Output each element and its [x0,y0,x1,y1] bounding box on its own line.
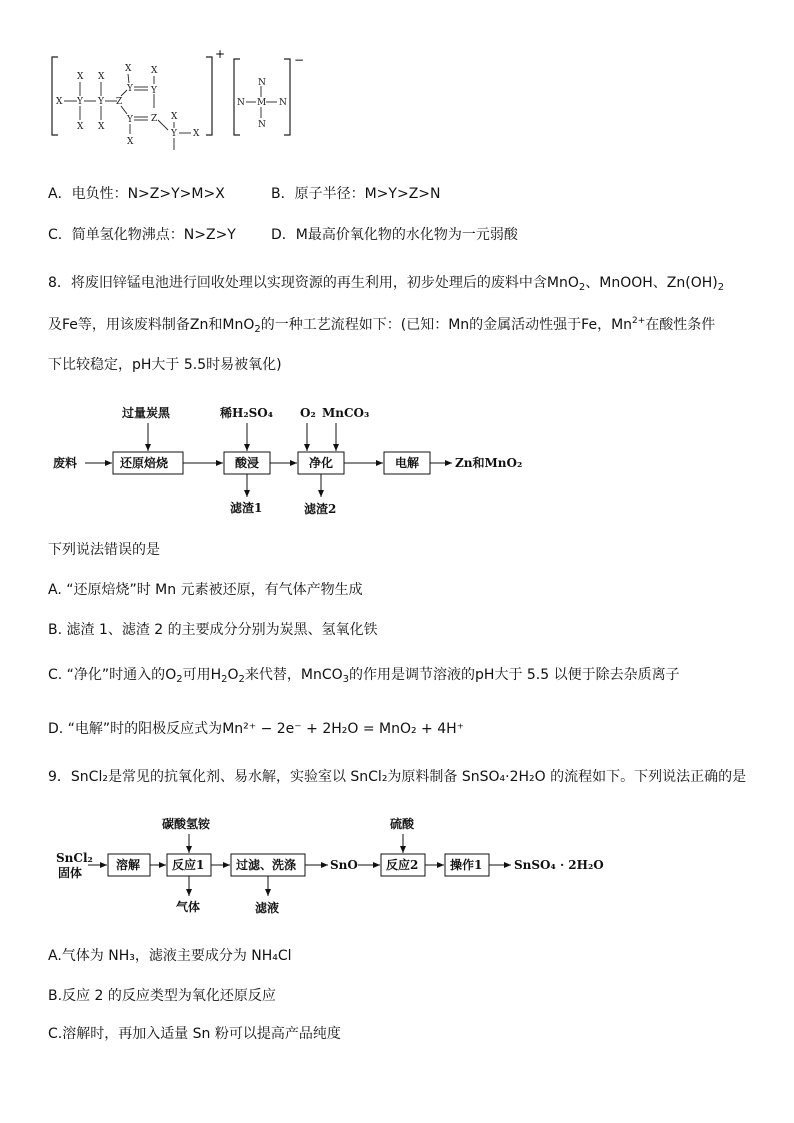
atom-x: X [193,129,200,139]
flow-box-dissolve-label: 溶解 [116,858,141,872]
atom-x: X [98,122,105,132]
atom-z: Z [116,97,123,107]
q9-flowchart [0,808,794,923]
atom-x: X [127,137,134,147]
q8-question: 下列说法错误的是 [48,542,160,558]
cation-charge: + [215,47,226,61]
ion-mn2: $Mn^{2+}$ [611,316,646,333]
q7-option-b: B．原子半径：M>Y>Z>N [271,186,441,202]
q9-option-c: C.溶解时，再加入适量 Sn 粉可以提高产品纯度 [48,1026,341,1042]
atom-n: N [279,98,287,108]
q7-option-d: D．M最高价氧化物的水化物为一元弱酸 [271,227,518,243]
q8-stem-line2: 及Fe等，用该废料制备Zn和MnO$_2$的一种工艺流程如下：(已知：Mn的金属活动性强于Fe，$Mn^{2+}$在酸性条件 [48,316,716,335]
flow-gas: 气体 [176,900,201,914]
flow-input-formula: SnCl₂ [56,851,93,865]
flow-box-purify-label: 净化 [309,456,334,470]
q8-option-c: C. “净化”时通入的$O_2$可用$H_2O_2$来代替，MnCO$_3$的作用是调节溶液的pH大于 5.5 以便于除去杂质离子 [48,667,680,685]
cation-left-bracket [52,57,58,135]
anion-charge: − [294,53,305,67]
flow-box-reaction1-label: 反应1 [172,858,205,872]
formula-mnco3: MnCO$_3$ [300,667,350,685]
q7-option-c: C．简单氢化物沸点：N>Z>Y [48,227,236,243]
atom-z: Z [151,114,158,124]
flow-mid-product: SnO [330,858,358,872]
cation-right-bracket [206,57,212,135]
flow-box-filter-label: 过滤、洗涤 [236,858,297,872]
flow-reagent-mnco3: MnCO₃ [322,406,370,420]
structure-figure [0,0,794,150]
atom-x: X [98,72,105,82]
atom-m: M [257,98,267,108]
anion-left-bracket [234,59,240,135]
q8-option-a: A. “还原焙烧”时 Mn 元素被还原，有气体产物生成 [48,582,363,598]
formula-znoh2: $Zn(OH)_2$ [666,275,725,293]
formula-h2o2: $H_2O_2$ [210,667,245,685]
q8-option-d: D. “电解”时的阳极反应式为Mn²⁺ − 2e⁻ + 2H₂O = MnO₂ + 4H⁺ [48,721,465,737]
atom-x: X [56,97,63,107]
flow-reagent-sulfuric: 硫酸 [390,817,415,831]
formula-mnooh: MnOOH [599,275,653,291]
atom-y: Y [171,129,177,139]
flow-input: 废料 [53,456,78,470]
atom-y: Y [151,86,157,96]
atom-y: Y [127,84,133,94]
q9-option-a: A.气体为 NH₃，滤液主要成分为 NH₄Cl [48,948,292,964]
atom-x: X [151,66,158,76]
q8-stem-line3: 下比较稳定，pH大于 5.5时易被氧化) [48,357,282,373]
flow-filtrate: 滤液 [255,901,280,915]
flow-box-roast-label: 还原焙烧 [120,456,169,470]
flow-reagent-bicarbonate: 碳酸氢铵 [162,817,211,831]
flow-residue-1: 滤渣1 [230,501,263,515]
q7-option-a: A．电负性：N>Z>Y>M>X [48,186,225,202]
flow-reagent-o2: O₂ [300,406,316,420]
flow-reagent-carbon: 过量炭黑 [122,406,171,420]
anode-equation: Mn²⁺ − 2e⁻ + 2H₂O = MnO₂ + 4H⁺ [222,721,465,737]
q8-stem-text: 8．将废旧锌锰电池进行回收处理以实现资源的再生利用，初步处理后的废料中含 [48,275,547,291]
flow-input-state: 固体 [58,866,83,880]
q8-option-b: B. 滤渣 1、滤渣 2 的主要成分分别为炭黑、氢氧化铁 [48,622,378,638]
atom-x: X [171,112,178,122]
atom-y: Y [77,97,83,107]
anion-atoms [237,78,287,130]
formula-o2: $O_2$ [165,667,183,685]
atom-y: Y [98,97,104,107]
atom-x: X [125,64,132,74]
atom-n: N [237,98,245,108]
flow-box-leach-label: 酸浸 [235,456,260,470]
anion-right-bracket [284,59,290,135]
flow-output: Zn和MnO₂ [455,456,523,470]
atom-x: X [77,122,84,132]
flow-reagent-acid: 稀H₂SO₄ [220,406,273,420]
atom-x: X [77,72,84,82]
q8-flowchart [0,395,794,525]
atom-y: Y [127,115,133,125]
flow-residue-2: 滤渣2 [304,502,337,516]
flow-box-reaction2-label: 反应2 [386,858,419,872]
flow-box-operation1-label: 操作1 [450,858,483,872]
atom-n: N [258,120,266,130]
formula-mno2: MnO$_2$ [222,317,261,335]
q9-stem: 9．SnCl₂是常见的抗氧化剂、易水解，实验室以 SnCl₂为原料制备 SnSO₄·2H₂O 的流程如下。下列说法正确的是 [48,769,747,785]
q8-stem-line1: 8．将废旧锌锰电池进行回收处理以实现资源的再生利用，初步处理后的废料中含MnO$_2$、MnOOH、$Zn(OH)_2$ [48,275,725,293]
formula-mno2: MnO$_2$ [546,275,586,293]
atom-n: N [258,78,266,88]
flow-box-electrolysis-label: 电解 [395,456,420,470]
flow-output: SnSO₄ · 2H₂O [514,858,604,872]
q9-option-b: B.反应 2 的反应类型为氧化还原反应 [48,988,276,1004]
